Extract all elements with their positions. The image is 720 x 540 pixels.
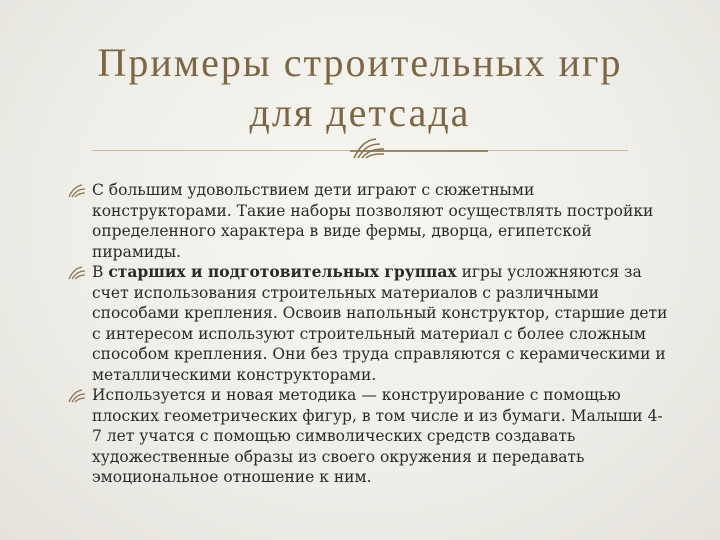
- bullet-item: [68, 385, 668, 488]
- flourish-bullet-icon: [68, 184, 86, 198]
- title-divider-left: [92, 150, 350, 151]
- bullet-text-after: игры усложняются за счет использования строительных материалов с различными способами крепления. Освоив напольный конструктор, старшие дети с интересом используют строительный материал с более сложным способом крепления. Они без труда справляются с керамическими и металлическими конструкторами.: [92, 263, 668, 384]
- bullet-item: [68, 262, 668, 385]
- bullet-item: [68, 180, 668, 262]
- page-title: [0, 38, 720, 138]
- bullet-list: [68, 180, 668, 488]
- page-title-line-1: Примеры строительных игр: [97, 40, 623, 85]
- bullet-text-bold: старших и подготовительных группах: [108, 262, 457, 281]
- title-divider-right: [488, 150, 628, 151]
- bullet-text: Используется и новая методика — конструирование с помощью плоских геометрических фигур, в том числе и из бумаги. Малыши 4-7 лет учатся с помощью символических средств создавать художественные образы из своего окружения и передавать эмоциональное отношение к ним.: [92, 386, 663, 486]
- flourish-bullet-icon: [68, 389, 86, 403]
- flourish-bullet-icon: [68, 266, 86, 280]
- flourish-icon: [350, 136, 386, 162]
- bullet-text-before: В: [92, 263, 109, 281]
- page-title-line-2: для детсада: [249, 90, 471, 135]
- bullet-text: С большим удовольствием дети играют с сюжетными конструкторами. Такие наборы позволяют осуществлять постройки определенного характера в виде фермы, дворца, египетской пирамиды.: [92, 181, 654, 261]
